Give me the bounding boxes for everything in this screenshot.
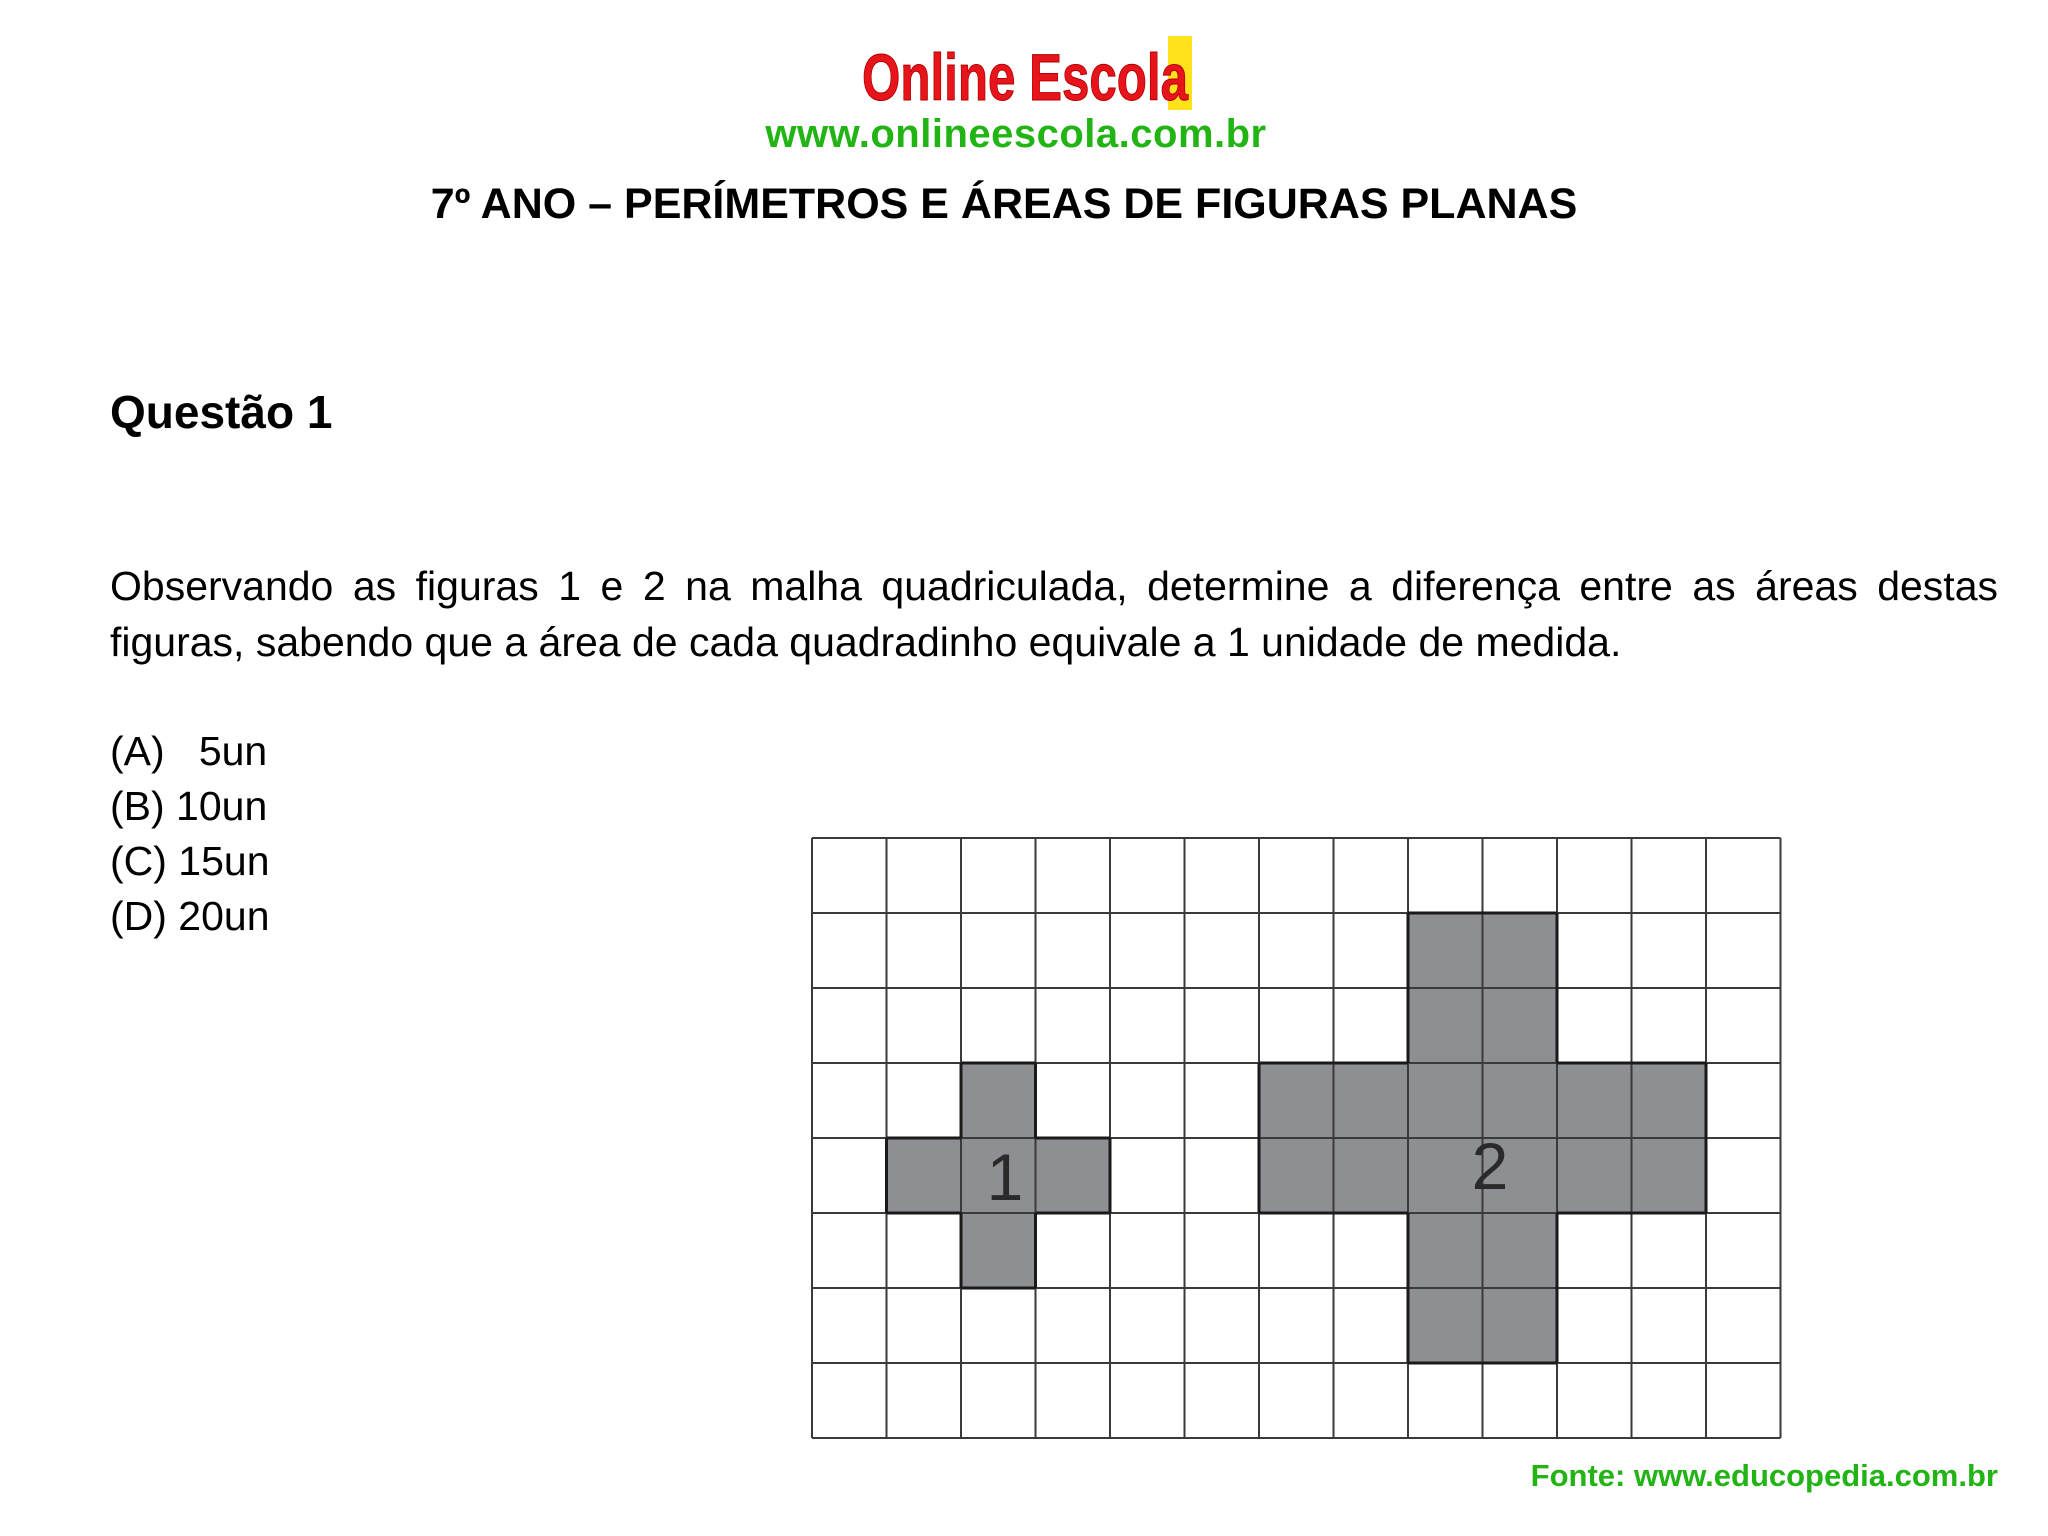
online-escola-logo	[856, 30, 1196, 116]
figure-2-cell	[1483, 1288, 1558, 1363]
figure-2-cell	[1483, 988, 1558, 1063]
option-c[interactable]: (C) 15un	[110, 838, 270, 884]
figure-1-cell	[961, 1063, 1036, 1138]
figure-1-cell	[1036, 1138, 1111, 1213]
source-credit: Fonte: www.educopedia.com.br	[1530, 1458, 1998, 1493]
figure-2-cell	[1483, 1213, 1558, 1288]
figure-1-cell	[961, 1213, 1036, 1288]
figure-2-cell	[1483, 913, 1558, 988]
question-heading: Questão 1	[110, 386, 333, 438]
option-d[interactable]: (D) 20un	[110, 893, 270, 939]
figure-2-cell	[1483, 1063, 1558, 1138]
figure-2-cell	[1632, 1138, 1707, 1213]
figure-2-cell	[1408, 1063, 1483, 1138]
option-a[interactable]: (A) 5un	[110, 728, 268, 774]
logo-text: Online Escola	[862, 40, 1189, 114]
figure-2-cell	[1408, 1288, 1483, 1363]
figure-1-cell	[887, 1138, 962, 1213]
site-url[interactable]: www.onlineescola.com.br	[765, 112, 1267, 156]
figure-2-cell	[1632, 1063, 1707, 1138]
figure-2-cell	[1334, 1063, 1409, 1138]
worksheet-title: 7º ANO – PERÍMETROS E ÁREAS DE FIGURAS PLANAS	[430, 180, 1578, 228]
figure-2-cell	[1557, 1138, 1632, 1213]
figure-2-cell	[1408, 1213, 1483, 1288]
figure-2-cell	[1408, 988, 1483, 1063]
figure-2-cell	[1408, 913, 1483, 988]
figure-2-cell	[1259, 1063, 1334, 1138]
answer-options	[110, 724, 270, 944]
figure-2-cell	[1557, 1063, 1632, 1138]
question-text: Observando as figuras 1 e 2 na malha quadriculada, determine a diferença entre as áreas destas figuras, sabendo que a área de cada quadradinho equivale a 1 unidade de medida.	[110, 563, 1998, 665]
grid-svg	[810, 836, 1785, 1446]
figure-1-label: 1	[986, 1140, 1024, 1214]
figure-2-cell	[1334, 1138, 1409, 1213]
figure-2-cell	[1259, 1138, 1334, 1213]
option-b[interactable]: (B) 10un	[110, 783, 268, 829]
squared-grid-figure	[810, 836, 1785, 1451]
figure-2-label: 2	[1471, 1129, 1509, 1203]
